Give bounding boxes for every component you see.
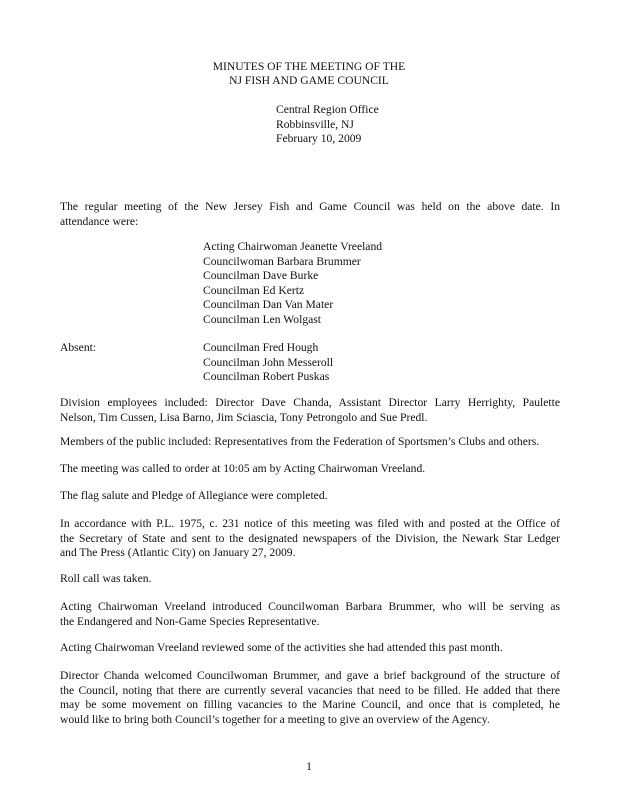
absent-item: Councilman Fred Hough — [203, 341, 319, 354]
introduced-line-1: Acting Chairwoman Vreeland introduced Councilwoman Barbara Brummer, who will be serving as — [60, 600, 560, 613]
welcomed-paragraph — [60, 669, 560, 727]
notice-line-1: In accordance with P.L. 1975, c. 231 notice of this meeting was filed with and posted at the Office of — [60, 517, 560, 530]
location-office: Central Region Office — [276, 103, 379, 116]
intro-line-1: The regular meeting of the New Jersey Fish and Game Council was held on the above date. In — [60, 200, 560, 213]
absent-label: Absent: — [60, 341, 97, 354]
welcomed-line-3: may be some movement on filling vacancies to the Marine Council, and once that is completed, he — [60, 698, 560, 712]
attendee-item: Councilwoman Barbara Brummer — [203, 254, 361, 268]
title-line-2: NJ FISH AND GAME COUNCIL — [229, 74, 389, 87]
public-paragraph — [60, 435, 560, 450]
location-block — [276, 103, 379, 147]
location-city: Robbinsville, NJ — [276, 117, 354, 131]
absent-item: Councilman John Messeroll — [203, 355, 334, 369]
attendee-item: Councilman Len Wolgast — [203, 312, 321, 326]
introduced-paragraph — [60, 600, 560, 629]
employees-paragraph — [60, 396, 560, 425]
intro-paragraph — [60, 200, 560, 229]
introduced-line-2: the Endangered and Non-Game Species Representative. — [60, 614, 320, 628]
called-to-order-line: The meeting was called to order at 10:05 am by Acting Chairwoman Vreeland. — [60, 462, 426, 475]
notice-paragraph — [60, 517, 560, 561]
roll-call-paragraph — [60, 572, 560, 587]
notice-line-3: and The Press (Atlantic City) on January 27, 2009. — [60, 546, 296, 560]
notice-line-2: the Secretary of State and sent to the designated newspapers of the Division, the Newark Star Ledger — [60, 531, 560, 545]
flag-salute-paragraph — [60, 489, 560, 504]
flag-salute-line: The flag salute and Pledge of Allegiance were completed. — [60, 489, 328, 502]
attendee-item: Councilman Ed Kertz — [203, 283, 305, 297]
attendee-item: Acting Chairwoman Jeanette Vreeland — [203, 240, 383, 253]
title-line-1: MINUTES OF THE MEETING OF THE — [212, 60, 406, 73]
welcomed-line-1: Director Chanda welcomed Councilwoman Brummer, and gave a brief background of the structure of — [60, 669, 560, 682]
public-line: Members of the public included: Representatives from the Federation of Sportsmen’s Clubs and others. — [60, 435, 540, 448]
roll-call-line: Roll call was taken. — [60, 572, 152, 585]
absent-list — [203, 341, 333, 385]
attendee-item: Councilman Dan Van Mater — [203, 298, 334, 312]
absent-item: Councilman Robert Puskas — [203, 370, 330, 384]
employees-line-1: Division employees included: Director Dave Chanda, Assistant Director Larry Herrighty, Paulette — [60, 396, 560, 409]
page-number: 1 — [306, 760, 312, 773]
welcomed-line-4: would like to bring both Council’s together for a meeting to give an overview of the Agency. — [60, 712, 490, 726]
welcomed-line-2: the Council, noting that there are currently several vacancies that need to be filled. He added that there — [60, 683, 560, 697]
attendees-list — [203, 240, 382, 328]
meeting-date: February 10, 2009 — [276, 132, 362, 146]
attendee-item: Councilman Dave Burke — [203, 269, 319, 283]
reviewed-line: Acting Chairwoman Vreeland reviewed some of the activities she had attended this past month. — [60, 641, 503, 654]
called-to-order-paragraph — [60, 462, 560, 477]
employees-line-2: Nelson, Tim Cussen, Lisa Barno, Jim Sciascia, Tony Petrongolo and Sue Predl. — [60, 410, 428, 424]
intro-line-2: attendance were: — [60, 214, 139, 228]
reviewed-paragraph — [60, 641, 560, 656]
